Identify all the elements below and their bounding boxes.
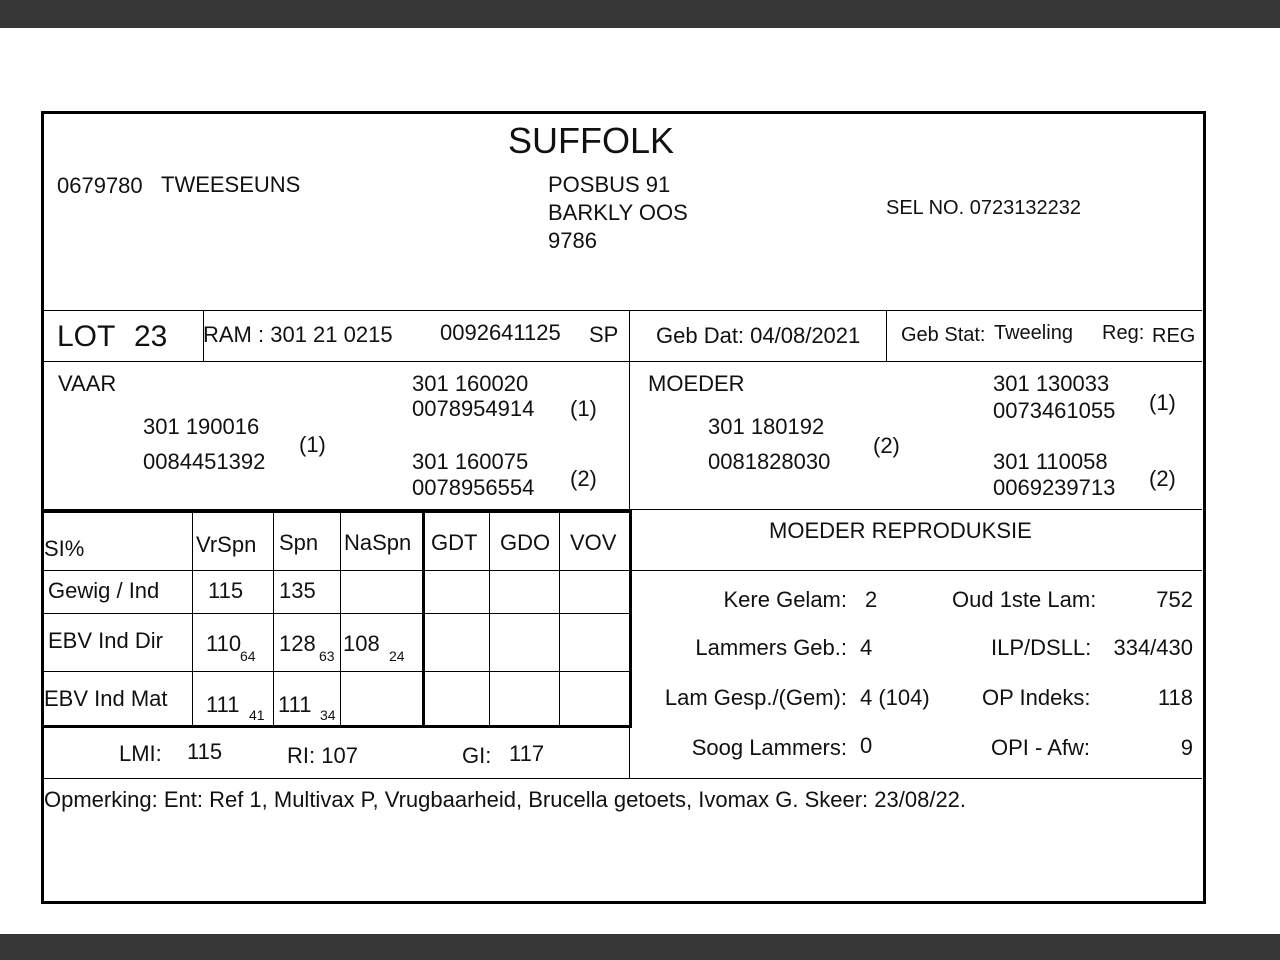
dam-number: 0081828030: [708, 449, 831, 474]
dam-sire-id: 301 130033: [993, 371, 1110, 396]
ebv-dir-vrspn-accuracy: 64: [240, 648, 256, 664]
ilp-label: ILP/DSLL:: [991, 635, 1092, 660]
remarks: Opmerking: Ent: Ref 1, Multivax P, Vrugbaarheid, Brucella getoets, Ivomax G. Skeer: 23/08/22.: [44, 787, 967, 812]
ebv-mat-vrspn: 111: [206, 692, 240, 717]
header-gdt: GDT: [431, 530, 478, 555]
address-line-3: 9786: [548, 228, 597, 253]
sire-sire-number: 0078954914: [412, 396, 535, 421]
lot-label: LOT: [57, 320, 116, 353]
soog-value: 0: [860, 733, 873, 758]
gi-value: 117: [509, 741, 545, 766]
opi-value: 9: [1180, 735, 1193, 760]
row-label-ebv-dir: EBV Ind Dir: [48, 628, 163, 653]
birth-date: Geb Dat: 04/08/2021: [656, 323, 861, 348]
sire-dam-id: 301 160075: [412, 449, 529, 474]
lmi-value: 115: [187, 739, 223, 764]
oud-value: 752: [1156, 587, 1193, 612]
lmi-label: LMI:: [119, 741, 162, 766]
header-si: SI%: [44, 536, 85, 561]
col-line-4: [422, 512, 425, 727]
dam-dam-number: 0069239713: [993, 475, 1116, 500]
lam-gesp-value: 4 (104): [860, 685, 930, 710]
dam-sire-mark: (1): [1149, 390, 1176, 415]
oud-label: Oud 1ste Lam:: [952, 587, 1097, 612]
op-value: 118: [1157, 685, 1193, 710]
kere-gelam-value: 2: [865, 587, 878, 612]
lammers-geb-label: Lammers Geb.:: [695, 635, 847, 660]
lot-number: 23: [134, 320, 168, 353]
ebv-dir-naspn-accuracy: 24: [389, 648, 405, 664]
kere-gelam-label: Kere Gelam:: [723, 587, 847, 612]
sire-dam-mark: (2): [570, 466, 597, 491]
row-label-gewig: Gewig / Ind: [48, 578, 160, 603]
ri-value: RI: 107: [287, 743, 358, 768]
sire-number: 0084451392: [143, 449, 266, 474]
table-row2-line: [44, 671, 630, 672]
table-bottom-border: [44, 725, 632, 728]
reg-value: REG: [1152, 325, 1196, 347]
lam-gesp-label: Lam Gesp./(Gem):: [664, 685, 847, 710]
dam-mark: (2): [873, 433, 900, 458]
breed-title: SUFFOLK: [508, 120, 675, 161]
breeder-name: TWEESEUNS: [161, 172, 301, 197]
ilp-value: 334/430: [1113, 635, 1193, 660]
divider-date-status: [886, 310, 887, 361]
row-label-ebv-mat: EBV Ind Mat: [44, 686, 168, 711]
header-vov: VOV: [570, 530, 617, 555]
top-bar: [0, 0, 1280, 28]
breeder-number: 0679780: [57, 173, 143, 198]
repro-title-line: [629, 570, 1202, 571]
sire-dam-number: 0078956554: [412, 475, 535, 500]
table-top-border: [44, 510, 630, 513]
dam-dam-id: 301 110058: [993, 449, 1108, 474]
col-line-2: [273, 512, 274, 727]
dam-label: MOEDER: [648, 371, 745, 396]
col-line-6: [559, 512, 560, 727]
repro-title: MOEDER REPRODUKSIE: [769, 518, 1032, 543]
sire-mark: (1): [299, 432, 326, 457]
ebv-mat-spn: 111: [278, 692, 312, 717]
lot-card: [41, 111, 1206, 904]
table-header-line: [44, 570, 630, 571]
lammers-geb-value: 4: [860, 635, 873, 660]
col-line-3: [340, 512, 341, 727]
ram-id: 0092641125: [440, 320, 561, 345]
divider-lot: [44, 361, 1202, 362]
cell-number: SEL NO. 0723132232: [886, 197, 1081, 219]
reg-label: Reg:: [1102, 322, 1145, 344]
ebv-mat-vrspn-accuracy: 41: [249, 707, 265, 723]
divider-remarks: [44, 778, 1202, 779]
sire-id: 301 190016: [143, 414, 260, 439]
col-line-1: [192, 512, 193, 727]
ebv-dir-spn: 128: [279, 631, 316, 656]
address-line-2: BARKLY OOS: [548, 200, 688, 225]
address-line-1: POSBUS 91: [548, 172, 671, 197]
header-naspn: NaSpn: [344, 530, 412, 555]
header-spn: Spn: [279, 530, 319, 555]
header-gdo: GDO: [500, 530, 551, 555]
dam-id: 301 180192: [708, 414, 825, 439]
sire-sire-mark: (1): [570, 396, 597, 421]
divider-header: [44, 310, 1202, 311]
ebv-dir-spn-accuracy: 63: [319, 648, 335, 664]
dam-sire-number: 0073461055: [993, 398, 1116, 423]
table-row1-line: [44, 613, 630, 614]
birth-status-label: Geb Stat:: [901, 324, 986, 346]
ram-label: RAM : 301 21 0215: [203, 322, 393, 347]
sire-sire-id: 301 160020: [412, 371, 529, 396]
sire-label: VAAR: [58, 371, 117, 396]
ebv-mat-spn-accuracy: 34: [320, 707, 336, 723]
birth-status: Tweeling: [994, 322, 1073, 344]
dam-dam-mark: (2): [1149, 466, 1176, 491]
soog-label: Soog Lammers:: [691, 735, 847, 760]
op-label: OP Indeks:: [982, 685, 1091, 710]
ram-code: SP: [589, 322, 619, 347]
gewig-vrspn: 115: [208, 578, 244, 603]
ebv-dir-naspn: 108: [343, 631, 380, 656]
header-vrspn: VrSpn: [196, 532, 257, 557]
gewig-spn: 135: [279, 578, 316, 603]
opi-label: OPI - Afw:: [991, 735, 1091, 760]
ebv-dir-vrspn: 110: [206, 631, 242, 656]
col-line-5: [489, 512, 490, 727]
bottom-bar: [0, 934, 1280, 960]
gi-label: GI:: [462, 743, 492, 768]
